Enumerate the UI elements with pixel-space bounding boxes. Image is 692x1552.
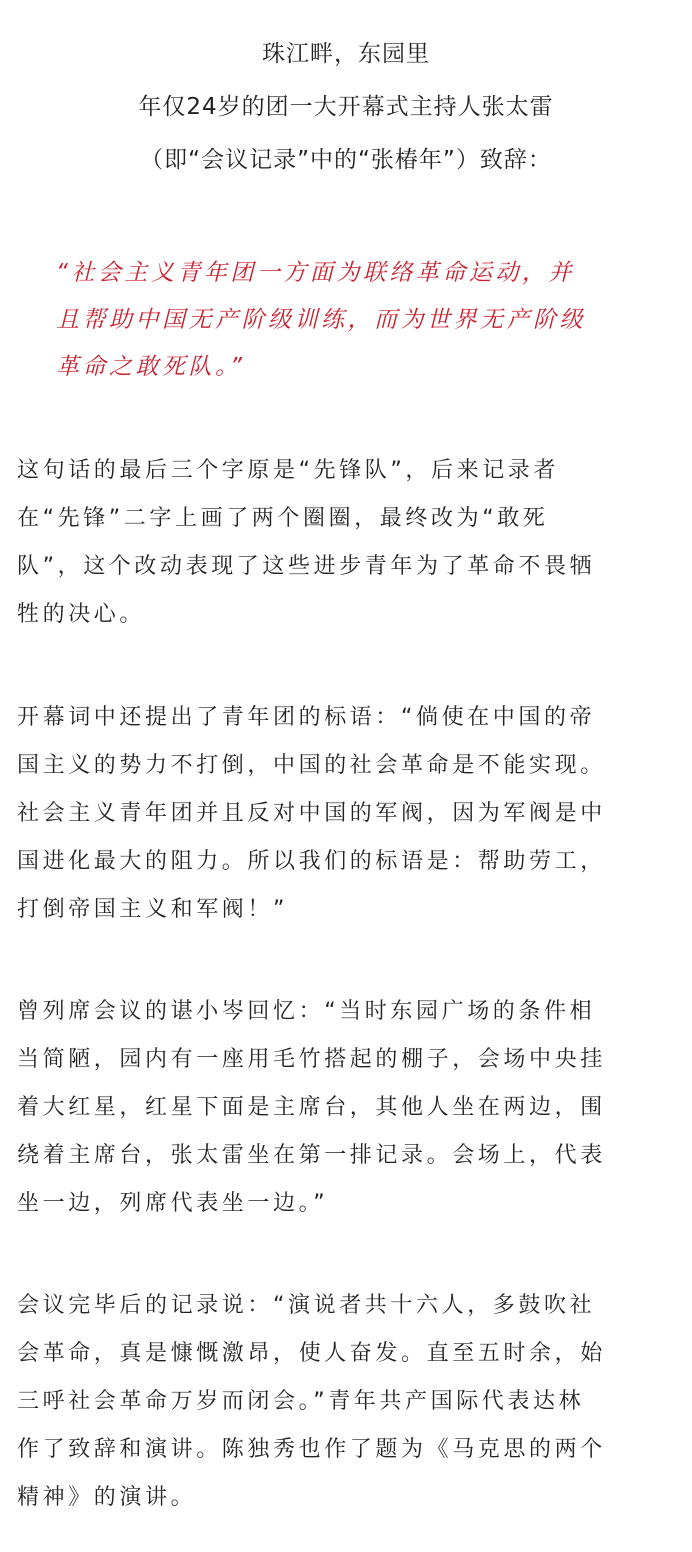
paragraph-line: 坐一边，列席代表坐一边。” <box>17 1191 329 1216</box>
paragraph-3 <box>17 988 677 1228</box>
paragraph-line: 当简陋，园内有一座用毛竹搭起的棚子，会场中央挂 <box>17 1047 606 1072</box>
paragraph-line: 打倒帝国主义和军阀！” <box>17 897 288 922</box>
paragraph-line: 开幕词中还提出了青年团的标语：“倘使在中国的帝 <box>17 705 596 730</box>
paragraph-line: 作了致辞和演讲。陈独秀也作了题为《马克思的两个 <box>17 1437 606 1462</box>
paragraph-line: 精神》的演讲。 <box>17 1485 197 1510</box>
paragraph-line: 三呼社会革命万岁而闭会。”青年共产国际代表达林 <box>17 1389 585 1414</box>
quote-line: 革命之敢死队。” <box>56 354 246 380</box>
intro-line: 珠江畔，东园里 <box>262 41 430 67</box>
paragraph-2 <box>17 694 677 934</box>
paragraph-line: 在“先锋”二字上画了两个圈圈，最终改为“敢死 <box>17 506 549 531</box>
paragraph-line: 国进化最大的阻力。所以我们的标语是：帮助劳工， <box>17 849 606 874</box>
intro-line: （即“会议记录”中的“张椿年”）致辞： <box>140 147 552 173</box>
paragraph-line: 会议完毕后的记录说：“演说者共十六人，多鼓吹社 <box>17 1293 596 1318</box>
quote-line: 且帮助中国无产阶级训练，而为世界无产阶级 <box>56 307 586 333</box>
paragraph-line: 牲的决心。 <box>17 602 146 627</box>
paragraph-line: 队”，这个改动表现了这些进步青年为了革命不畏牺 <box>17 554 596 579</box>
paragraph-line: 会革命，真是慷慨激昂，使人奋发。直至五时余，始 <box>17 1341 606 1366</box>
paragraph-line: 绕着主席台，张太雷坐在第一排记录。会场上，代表 <box>17 1143 606 1168</box>
paragraph-1 <box>17 447 677 639</box>
paragraph-line: 社会主义青年团并且反对中国的军阀，因为军阀是中 <box>17 801 606 826</box>
paragraph-line: 曾列席会议的谌小岑回忆：“当时东园广场的条件相 <box>17 999 596 1024</box>
intro-heading <box>0 28 692 187</box>
paragraph-line: 着大红星，红星下面是主席台，其他人坐在两边，围 <box>17 1095 606 1120</box>
intro-line: 年仅24岁的团一大开幕式主持人张太雷 <box>138 94 554 120</box>
quote-line: “社会主义青年团一方面为联络革命运动，并 <box>56 260 575 286</box>
paragraph-4 <box>17 1282 677 1522</box>
paragraph-line: 国主义的势力不打倒，中国的社会革命是不能实现。 <box>17 753 606 778</box>
paragraph-line: 这句话的最后三个字原是“先锋队”，后来记录者 <box>17 458 559 483</box>
highlight-quote <box>56 250 656 391</box>
